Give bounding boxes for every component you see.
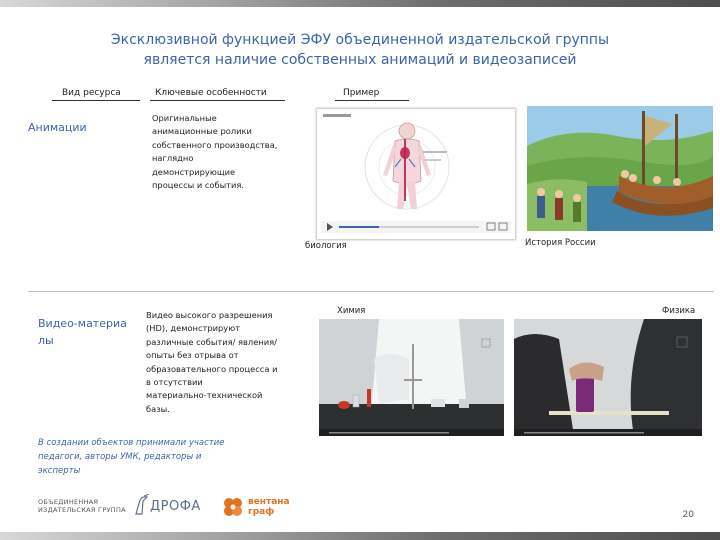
graf-text: граф: [248, 507, 275, 517]
ventana-flower-icon: [222, 496, 244, 518]
top-bar: [0, 0, 720, 7]
section-divider: [28, 291, 714, 292]
header-underline: [150, 100, 285, 101]
header-underline: [335, 100, 409, 101]
ventana-graf-logo: [222, 496, 290, 522]
caption-history: История России: [525, 238, 596, 248]
caption-biology: биология: [305, 241, 347, 251]
bottom-bar: [0, 532, 720, 540]
drofa-bird-icon: [134, 494, 150, 516]
caption-chemistry: Химия: [337, 306, 366, 316]
drofa-text: ДРОФА: [150, 499, 201, 514]
title-line-2: является наличие собственных анимаций и видеозаписей: [143, 52, 577, 68]
authors-note: В создании объектов принимали участие педагоги, авторы УМК, редакторы и эксперты: [38, 438, 225, 476]
publishing-group-logo: ОБЪЕДИНЕННАЯ ИЗДАТЕЛЬСКАЯ ГРУППА: [38, 498, 126, 514]
drofa-logo: [134, 494, 201, 520]
videos-label: Видео-материа лы: [38, 317, 127, 347]
title-line-1: Эксклюзивной функцией ЭФУ объединенной издательской группы: [110, 32, 610, 48]
header-resource-type: Вид ресурса: [62, 88, 121, 98]
page-number: 20: [682, 510, 694, 520]
header-example: Пример: [343, 88, 380, 98]
header-key-features: Ключевые особенности: [155, 88, 267, 98]
biology-animation-image[interactable]: [316, 108, 516, 240]
slide-title: [60, 30, 660, 70]
physics-video-image[interactable]: [514, 319, 702, 436]
caption-physics: Физика: [662, 306, 696, 316]
animations-label: Анимации: [28, 121, 87, 134]
ventana-text: вентана: [248, 497, 290, 507]
history-animation-image[interactable]: [527, 106, 713, 231]
videos-description: Видео высокого разрешения (HD), демонстрируют различные события/ явления/ опыты без отрыва от образовательного процесса и в отсутствии материально-технической базы.: [146, 310, 278, 414]
chemistry-video-image[interactable]: [319, 319, 504, 436]
animations-description: Оригинальные анимационные ролики собственного производства, наглядно демонстрирующие процессы и события.: [152, 113, 278, 191]
header-underline: [52, 100, 140, 101]
